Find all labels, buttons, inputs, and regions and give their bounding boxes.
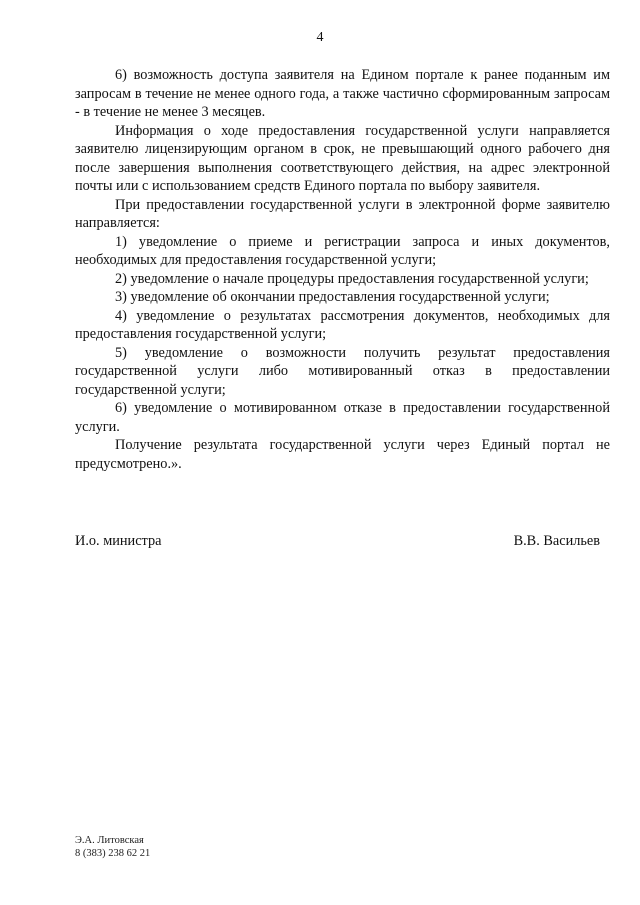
paragraph-item-6-access: 6) возможность доступа заявителя на Едином портале к ранее поданным им запросам в течение не менее одного года, а также частично сформированным запросам - в течение не менее 3 месяцев. [75,67,610,120]
list-item-notification-1: 1) уведомление о приеме и регистрации запроса и иных документов, необходимых для предоставления государственной услуги; [75,233,610,268]
executor-phone: 8 (383) 238 62 21 [75,848,151,859]
list-item-notification-5: 5) уведомление о возможности получить результат предоставления государственной услуги либо мотивированный отказ в предоставлении государственной услуги; [75,344,610,398]
signatory-title: И.о. министра [75,533,162,549]
list-item-notification-2: 2) уведомление о начале процедуры предоставления государственной услуги; [115,270,589,287]
list-item-notification-4: 4) уведомление о результатах рассмотрения документов, необходимых для предоставления государственной услуги; [75,307,610,342]
paragraph-electronic-intro: При предоставлении государственной услуги в электронной форме заявителю направляется: [75,196,610,231]
executor-name: Э.А. Литовская [75,835,144,846]
signatory-name: В.В. Васильев [513,533,600,549]
document-body [75,66,610,473]
page-number: 4 [316,30,324,45]
paragraph-progress-info: Информация о ходе предоставления государственной услуги направляется заявителю лицензирующим органом в срок, не превышающий одного рабочего дня после завершения выполнения соответствующего действия, на адрес электронной почты или с использованием средств Единого портала по выбору заявителя. [75,122,610,194]
list-item-notification-3: 3) уведомление об окончании предоставления государственной услуги; [115,289,550,305]
footer-contact [75,834,150,860]
paragraph-result-portal: Получение результата государственной услуги через Единый портал не предусмотрено.». [75,437,610,472]
list-item-notification-6: 6) уведомление о мотивированном отказе в предоставлении государственной услуги. [75,400,610,435]
